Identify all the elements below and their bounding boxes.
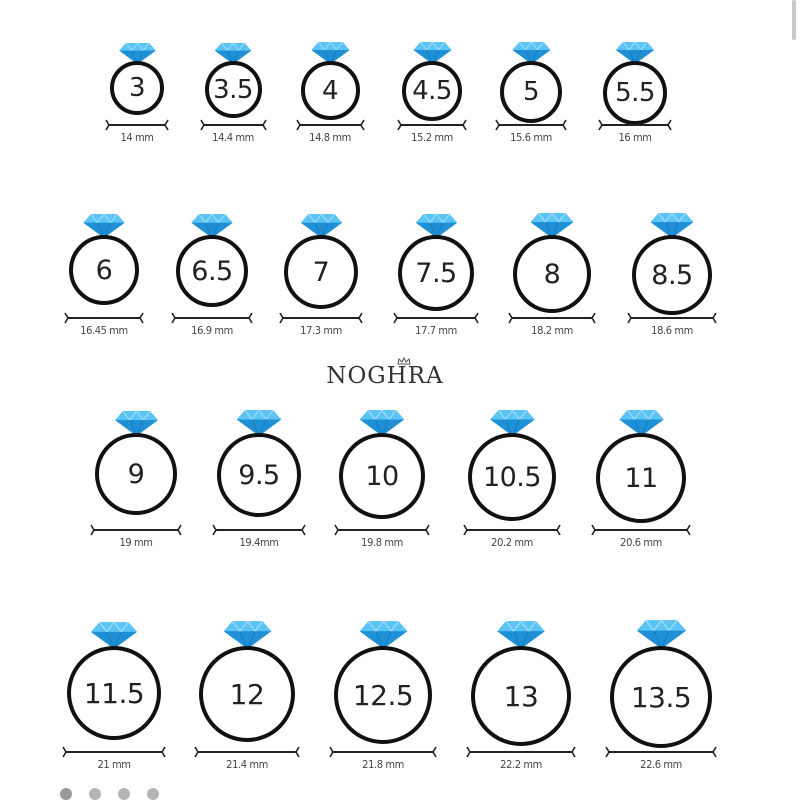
diameter-label: 16.9 mm: [191, 324, 233, 337]
ring-band: [402, 61, 462, 121]
ring-size-label: 6.5: [191, 255, 233, 287]
ring-band: [610, 646, 712, 748]
pager-dot[interactable]: [89, 788, 101, 800]
ring-size-label: 8: [543, 258, 561, 290]
ring-size-12: [179, 612, 315, 776]
ring-size-label: 6: [95, 254, 113, 286]
ring-band: [69, 235, 139, 305]
ring-size-label: 7.5: [415, 257, 457, 289]
ring-size-label: 4.5: [412, 76, 452, 106]
diameter-measure-line: [466, 746, 576, 758]
ring-size-label: 7: [312, 256, 330, 288]
ring-band: [398, 235, 474, 311]
diameter-label: 16 mm: [618, 131, 652, 144]
diameter-measure-line: [393, 312, 479, 324]
ring-band: [67, 646, 161, 740]
ring-band: [110, 61, 164, 115]
ring-size-label: 10.5: [482, 461, 542, 493]
brand-logo: [290, 355, 480, 395]
ring-band: [301, 61, 360, 120]
ring-size-5: [480, 38, 582, 149]
ring-size-label: 11: [624, 462, 658, 494]
diameter-measure-line: [171, 312, 253, 324]
diameter-measure-line: [495, 119, 567, 131]
ring-size-label: 5.5: [615, 78, 655, 108]
scrollbar-thumb[interactable]: [792, 0, 796, 40]
ring-size-label: 3: [128, 73, 146, 103]
ring-size-label: 12: [229, 677, 265, 711]
diameter-label: 20.6 mm: [620, 536, 662, 549]
ring-size-9: [75, 400, 197, 554]
diameter-label: 19.4mm: [239, 536, 279, 549]
ring-size-label: 8.5: [651, 259, 693, 291]
diameter-label: 16.45 mm: [80, 324, 128, 337]
ring-band: [596, 433, 686, 523]
diameter-label: 21.8 mm: [362, 758, 404, 771]
ring-band: [468, 433, 556, 521]
diameter-measure-line: [279, 312, 363, 324]
diameter-measure-line: [598, 119, 672, 131]
diameter-measure-line: [627, 312, 717, 324]
ring-size-3: [90, 38, 184, 149]
ring-band: [199, 646, 295, 742]
pager-dot[interactable]: [118, 788, 130, 800]
diameter-measure-line: [105, 119, 169, 131]
ring-band: [205, 61, 262, 118]
ring-size-8.5: [612, 211, 732, 342]
diameter-label: 15.6 mm: [510, 131, 552, 144]
diameter-label: 15.2 mm: [411, 131, 453, 144]
diameter-label: 18.6 mm: [651, 324, 693, 337]
diameter-measure-line: [508, 312, 596, 324]
ring-size-10: [319, 400, 445, 554]
diameter-label: 19.8 mm: [361, 536, 403, 549]
ring-size-11: [576, 400, 706, 554]
diameter-measure-line: [463, 524, 561, 536]
diameter-label: 17.3 mm: [300, 324, 342, 337]
ring-size-label: 3.5: [213, 74, 253, 105]
ring-size-5.5: [583, 38, 687, 149]
diameter-label: 20.2 mm: [491, 536, 533, 549]
diameter-label: 17.7 mm: [415, 324, 457, 337]
ring-size-label: 12.5: [352, 678, 414, 712]
ring-size-label: 4: [321, 75, 339, 106]
brand-name: NOGHRA: [326, 363, 444, 389]
diameter-label: 14.4 mm: [212, 131, 254, 144]
diameter-measure-line: [212, 524, 306, 536]
diameter-measure-line: [296, 119, 365, 131]
ring-band: [95, 433, 177, 515]
carousel-pager: [60, 788, 180, 800]
ring-size-13: [451, 612, 591, 776]
ring-size-3.5: [185, 38, 282, 149]
diameter-measure-line: [591, 524, 691, 536]
diameter-measure-line: [194, 746, 300, 758]
ring-size-6: [49, 211, 159, 342]
diameter-measure-line: [64, 312, 144, 324]
ring-size-label: 9: [127, 458, 145, 490]
diameter-label: 22.6 mm: [640, 758, 682, 771]
diameter-measure-line: [334, 524, 430, 536]
diameter-measure-line: [329, 746, 437, 758]
ring-size-4: [281, 38, 380, 149]
ring-size-4.5: [382, 38, 482, 149]
ring-band: [632, 235, 712, 315]
ring-band: [603, 61, 667, 125]
diameter-label: 14 mm: [120, 131, 154, 144]
ring-size-label: 13: [503, 679, 539, 713]
diameter-measure-line: [397, 119, 467, 131]
ring-band: [500, 61, 562, 123]
ring-size-8: [493, 211, 611, 342]
diameter-label: 18.2 mm: [531, 324, 573, 337]
pager-dot[interactable]: [147, 788, 159, 800]
ring-band: [471, 646, 571, 746]
diameter-label: 14.8 mm: [309, 131, 351, 144]
ring-size-6.5: [156, 211, 268, 342]
ring-size-label: 11.5: [83, 676, 145, 710]
ring-band: [176, 235, 248, 307]
ring-band: [284, 235, 358, 309]
ring-size-12.5: [314, 612, 452, 776]
diameter-measure-line: [200, 119, 267, 131]
pager-dot[interactable]: [60, 788, 72, 800]
diameter-measure-line: [90, 524, 182, 536]
ring-size-7.5: [378, 211, 494, 342]
ring-size-9.5: [197, 400, 321, 554]
ring-size-13.5: [590, 612, 732, 776]
ring-band: [339, 433, 425, 519]
ring-size-label: 5: [522, 77, 540, 107]
ring-band: [513, 235, 591, 313]
diameter-measure-line: [62, 746, 166, 758]
ring-size-label: 10: [365, 460, 399, 492]
ring-size-7: [264, 211, 378, 342]
ring-band: [217, 433, 301, 517]
ring-size-label: 13.5: [630, 680, 692, 714]
ring-size-label: 9.5: [238, 459, 280, 491]
ring-band: [334, 646, 432, 744]
diameter-measure-line: [605, 746, 717, 758]
ring-size-11.5: [47, 612, 181, 776]
diameter-label: 21 mm: [97, 758, 131, 771]
diameter-label: 22.2 mm: [500, 758, 542, 771]
ring-size-10.5: [448, 400, 576, 554]
diameter-label: 19 mm: [119, 536, 153, 549]
diameter-label: 21.4 mm: [226, 758, 268, 771]
